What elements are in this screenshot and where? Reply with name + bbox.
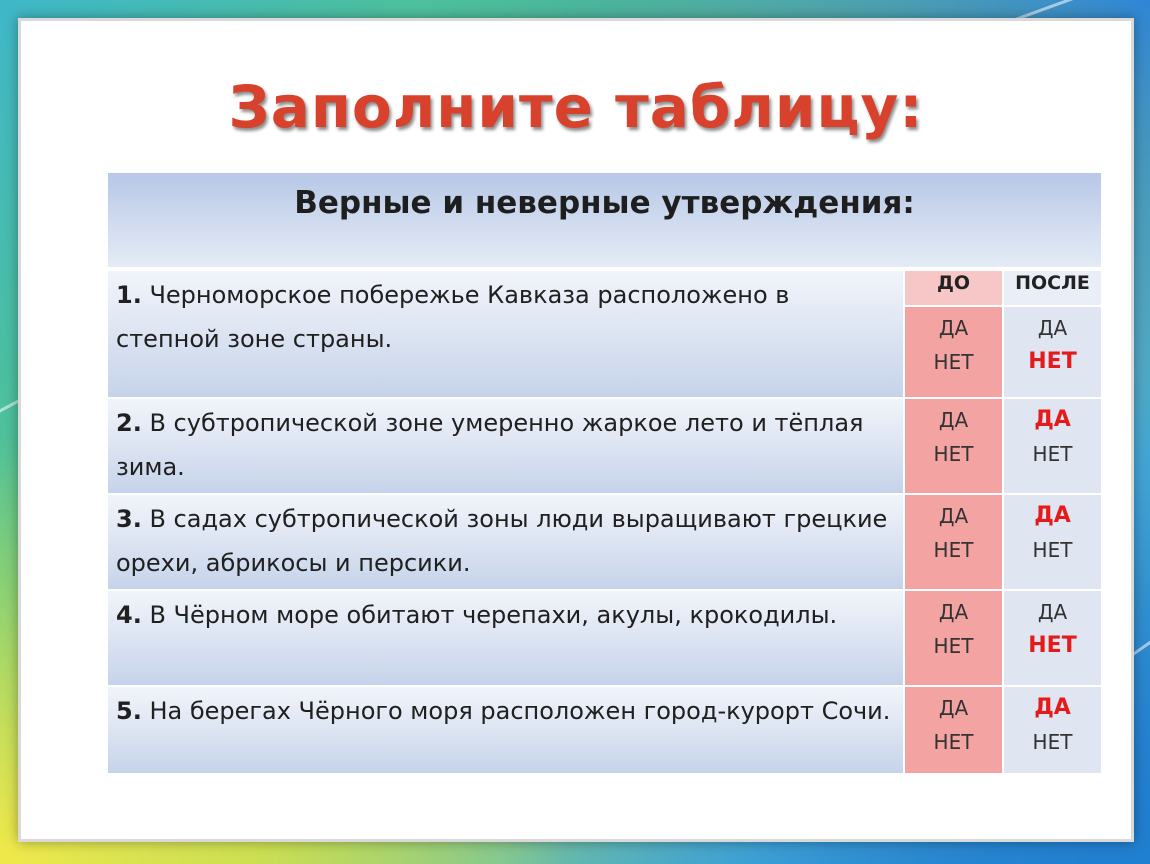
table-row	[107, 686, 1102, 774]
column-header-before: ДО	[904, 270, 1003, 306]
option-no-selected[interactable]: НЕТ	[1028, 633, 1077, 658]
statement-text: Черноморское побережье Кавказа расположено в степной зоне страны.	[116, 281, 790, 353]
table-header: Верные и неверные утверждения:	[107, 172, 1102, 268]
statements-body	[107, 270, 1102, 774]
option-yes[interactable]: ДА	[938, 408, 969, 432]
option-yes-selected[interactable]: ДА	[1034, 695, 1071, 720]
option-no[interactable]: НЕТ	[1032, 730, 1073, 754]
statement-number: 4.	[116, 601, 142, 629]
option-no-selected[interactable]: НЕТ	[1028, 349, 1077, 374]
answer-before-cell	[904, 686, 1003, 774]
answer-before-cell	[904, 590, 1003, 686]
statement-text: В садах субтропической зоны люди выращивают грецкие орехи, абрикосы и персики.	[116, 505, 888, 577]
statement-cell	[107, 686, 904, 774]
statement-text: В Чёрном море обитают черепахи, акулы, крокодилы.	[141, 601, 838, 629]
option-yes[interactable]: ДА	[938, 696, 969, 720]
table-row	[107, 494, 1102, 590]
option-yes-selected[interactable]: ДА	[1034, 503, 1071, 528]
answer-after-cell	[1003, 306, 1102, 398]
option-yes[interactable]: ДА	[938, 504, 969, 528]
option-yes[interactable]: ДА	[938, 600, 969, 624]
answer-after-cell	[1003, 590, 1102, 686]
statement-number: 2.	[116, 409, 142, 437]
slide-title: Заполните таблицу:	[228, 73, 924, 141]
statement-number: 5.	[116, 697, 142, 725]
option-no[interactable]: НЕТ	[933, 730, 974, 754]
option-no[interactable]: НЕТ	[933, 634, 974, 658]
option-yes[interactable]: ДА	[1037, 316, 1068, 340]
statement-number: 3.	[116, 505, 142, 533]
option-yes[interactable]: ДА	[1037, 600, 1068, 624]
answer-after-cell	[1003, 686, 1102, 774]
statement-text: В субтропической зоне умеренно жаркое лето и тёплая зима.	[116, 409, 864, 481]
option-yes[interactable]: ДА	[938, 316, 969, 340]
answer-before-cell	[904, 494, 1003, 590]
statement-number: 1.	[116, 281, 142, 309]
answer-before-cell	[904, 398, 1003, 494]
answer-after-cell	[1003, 398, 1102, 494]
statement-cell	[107, 494, 904, 590]
option-yes-selected[interactable]: ДА	[1034, 407, 1071, 432]
column-header-after: ПОСЛЕ	[1003, 270, 1102, 306]
answer-before-cell	[904, 306, 1003, 398]
table-row	[107, 398, 1102, 494]
option-no[interactable]: НЕТ	[1032, 442, 1073, 466]
option-no[interactable]: НЕТ	[933, 442, 974, 466]
slide	[18, 18, 1134, 842]
option-no[interactable]: НЕТ	[1032, 538, 1073, 562]
statements-table	[107, 172, 1102, 268]
answer-after-cell	[1003, 494, 1102, 590]
option-no[interactable]: НЕТ	[933, 538, 974, 562]
statement-cell	[107, 590, 904, 686]
statement-cell	[107, 270, 904, 398]
statement-cell	[107, 398, 904, 494]
table-row	[107, 270, 1102, 306]
table-row	[107, 590, 1102, 686]
statement-text: На берегах Чёрного моря расположен город-курорт Сочи.	[141, 697, 891, 725]
option-no[interactable]: НЕТ	[933, 350, 974, 374]
